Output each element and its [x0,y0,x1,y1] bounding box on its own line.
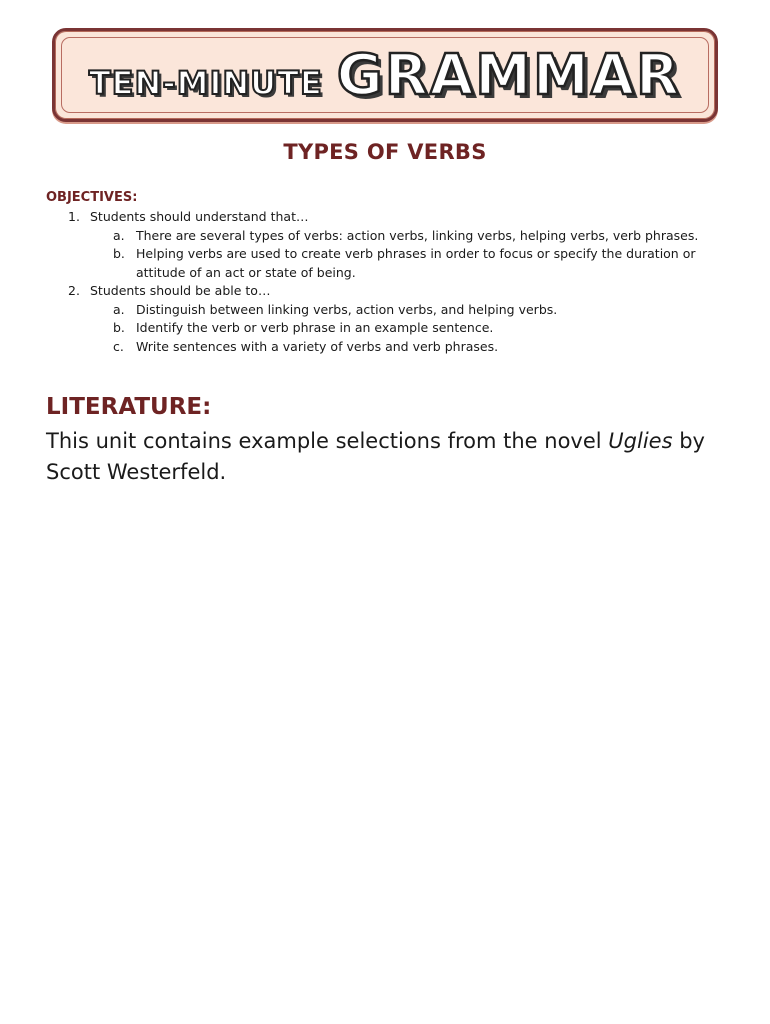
subitem-letter: a. [113,227,125,243]
banner-logo [55,43,715,108]
literature-body-after: by Scott Westerfeld. [46,429,705,484]
banner-big-text: GRAMMAR [336,43,682,108]
objective-subitem [46,245,736,282]
literature-body-before: This unit contains example selections from the novel [46,429,609,453]
subitem-text: Identify the verb or verb phrase in an example sentence. [136,320,494,335]
banner-small-text: TEN-MINUTE [88,64,323,102]
header-banner [52,28,718,122]
objective-subitem [46,319,736,338]
literature-heading: LITERATURE: [46,394,212,420]
literature-body [46,426,726,488]
page-title: TYPES OF VERBS [283,140,487,164]
objectives-list [46,208,736,356]
objectives-heading: OBJECTIVES: [46,190,138,205]
subitem-text: Write sentences with a variety of verbs and verb phrases. [136,338,499,354]
subitem-letter: c. [113,338,124,354]
objective-subitem [46,227,736,246]
subitem-text: Helping verbs are used to create verb phrases in order to focus or specify the duration or attitude of an act or state of being. [136,246,696,280]
subitem-letter: b. [113,320,125,335]
subitem-text: Distinguish between linking verbs, action verbs, and helping verbs. [136,301,558,317]
objective-text: Students should understand that… [90,209,309,224]
objective-subitem [46,338,736,357]
objective-text: Students should be able to… [90,283,271,298]
objective-item [46,208,736,227]
objective-number: 1. [68,209,80,224]
objective-subitem [46,301,736,320]
subitem-letter: a. [113,301,125,317]
subitem-letter: b. [113,246,125,261]
subitem-text: There are several types of verbs: action verbs, linking verbs, helping verbs, verb phrases. [136,227,699,243]
objective-number: 2. [68,283,80,298]
objective-item [46,282,736,301]
novel-title: Uglies [608,429,673,453]
